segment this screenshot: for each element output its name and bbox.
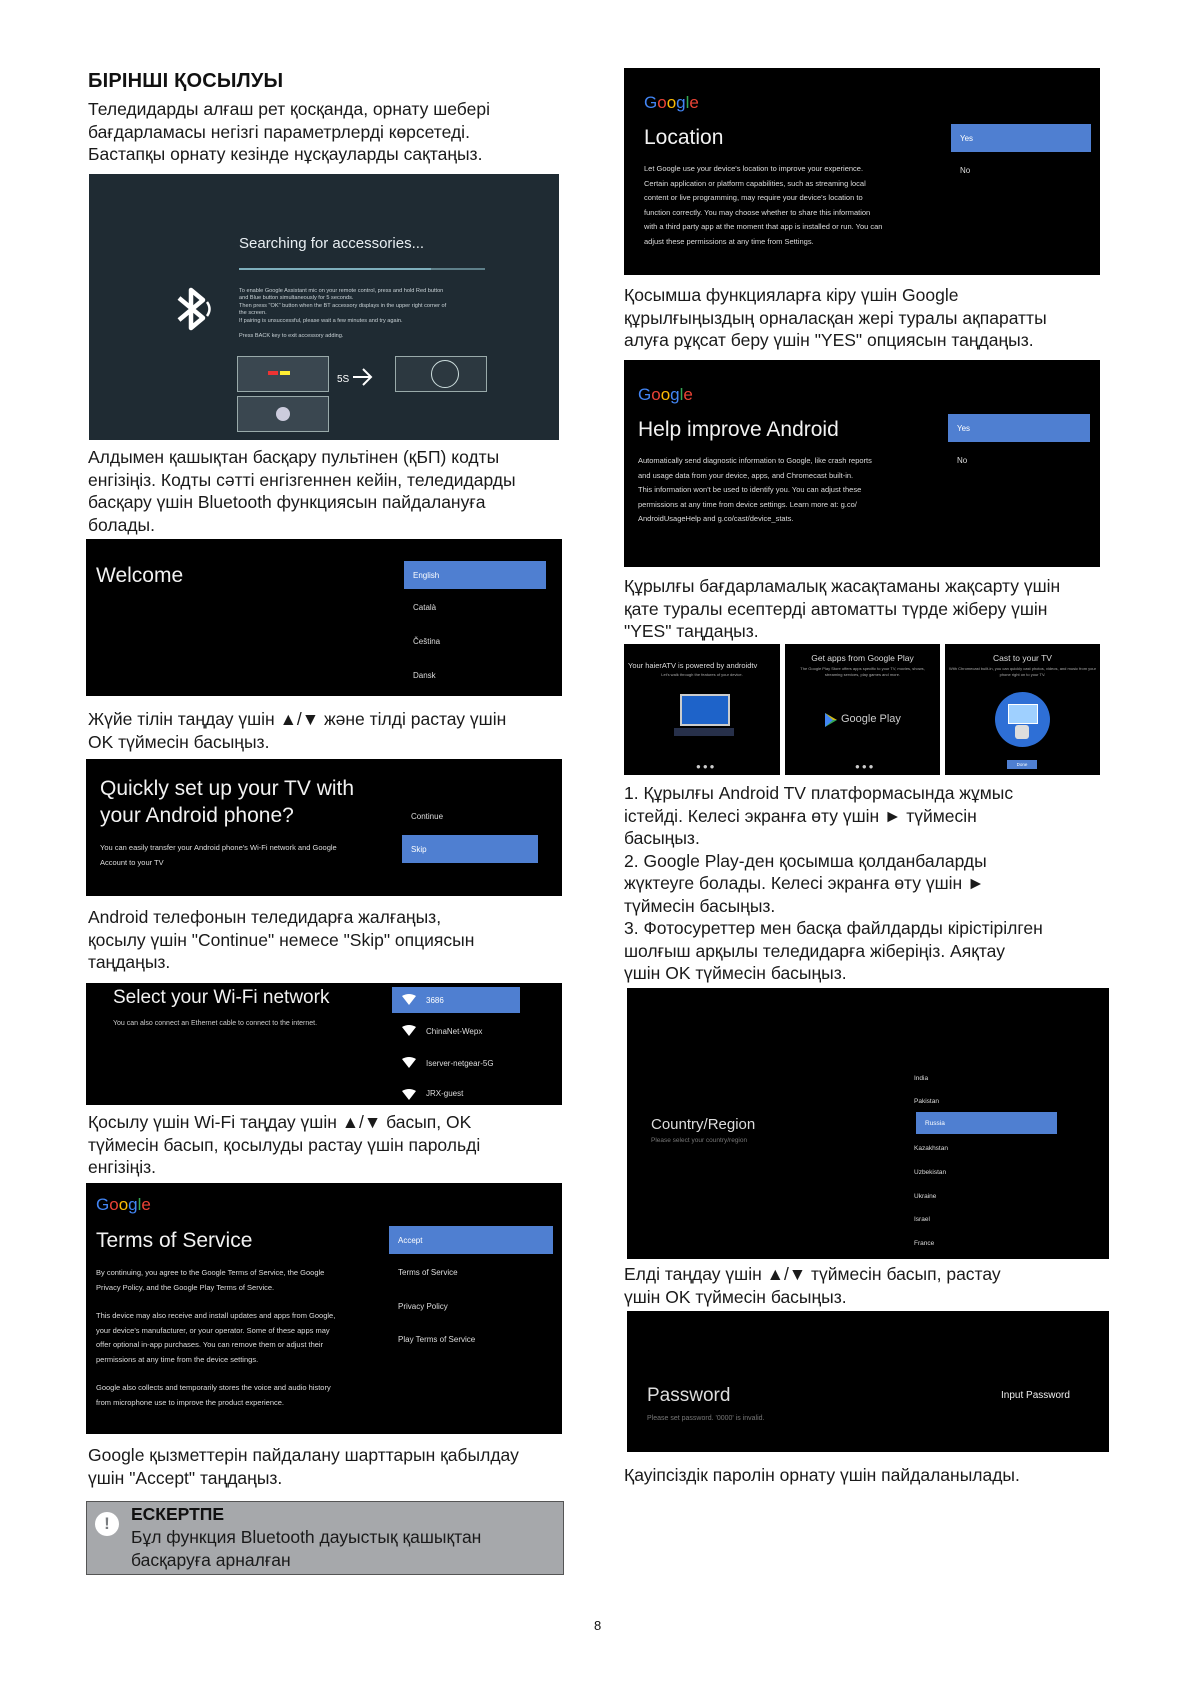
caption-wifi: Қосылу үшін Wi-Fi таңдау үшін ▲/▼ басып, OK түймесін басып, қосылуды растау үшін парольді енгізіңіз. — [88, 1112, 481, 1177]
country-option[interactable]: France — [914, 1239, 935, 1247]
help-improve-desc: Automatically send diagnostic information to Google, like crash reports and usage data from your device, apps, and Chromecast built-in. This information won't be used to identify you. You can adjust these permissions at any time from device settings. Learn more at: g.co/ AndroidUsageHelp and g.co/cast/device_stats. — [638, 456, 872, 523]
note-text: Бұл функция Bluetooth дауыстық қашықтан басқаруға арналған — [131, 1527, 482, 1570]
country-option[interactable]: Pakistan — [914, 1097, 939, 1105]
note-box — [86, 1501, 564, 1575]
language-option[interactable]: Čeština — [413, 636, 441, 646]
yes-option[interactable]: Yes — [948, 414, 1090, 442]
tv-stand-illustration — [674, 728, 734, 736]
welcome-title: Welcome — [96, 564, 184, 587]
google-logo: Google — [96, 1195, 151, 1214]
location-desc: Let Google use your device's location to improve your experience. Certain application or platform capabilities, such as streaming local content or live programming, may require your device's location to function correctly. You may choose whether to share this information with a third party app at the moment that app is installed or run. You can adjust these permissions at any time from Settings. — [644, 164, 883, 246]
caption-country: Елді таңдау үшін ▲/▼ түймесін басып, растау үшін OK түймесін басыңыз. — [624, 1264, 1001, 1307]
location-title: Location — [644, 126, 724, 149]
language-option[interactable]: Català — [413, 602, 437, 612]
wifi-title: Select your Wi-Fi network — [113, 987, 330, 1008]
caption-terms: Google қызметтерін пайдалану шарттарын қабылдау үшін "Accept" таңдаңыз. — [88, 1445, 519, 1488]
caption-onboarding: 1. Құрылғы Android TV платформасында жұмыс істейді. Келесі экранға өту үшін ► түймесін басыңыз. 2. Google Play-ден қосымша қолданбаларды жүктеуге болады. Келесі экранға өту үшін ► түймесін басыңыз. 3. Фотосуреттер мен басқа файлдарды кірістірілген шолғыш арқылы теледидарға жіберіңіз. Аяқтау үшін OK түймесін басыңыз. — [624, 783, 1043, 983]
page-dots: ●●● — [855, 762, 876, 771]
remote-buttons-illustration — [237, 356, 329, 392]
panel-cast — [945, 644, 1100, 775]
wifi-icon — [402, 994, 416, 1005]
play-store-icon — [824, 712, 838, 728]
password-subtitle: Please set password. '0000' is invalid. — [647, 1415, 765, 1422]
country-title: Country/Region — [651, 1116, 756, 1133]
no-option[interactable]: No — [957, 455, 968, 465]
intro-text: Теледидарды алғаш рет қосқанда, орнату шебері бағдарламасы негізгі параметрлерді көрсетеді. Бастапқы орнату кезінде нұсқауларды сақтаңыз. — [88, 99, 490, 164]
terms-paragraph-1: By continuing, you agree to the Google Terms of Service, the Google Privacy Policy, and the Google Play Terms of Service. — [96, 1268, 325, 1292]
screen-help-improve — [624, 360, 1100, 567]
remote-ok-illustration — [237, 396, 329, 432]
accessories-title: Searching for accessories... — [239, 235, 425, 252]
wifi-desc: You can also connect an Ethernet cable to connect to the internet. — [113, 1020, 318, 1027]
language-option[interactable]: Dansk — [413, 670, 436, 680]
cast-subtitle: With Chromecast built-in, you can quickly cast photos, videos, and music from your phone right on to your TV. — [949, 666, 1096, 677]
caption-welcome: Жүйе тілін таңдау үшін ▲/▼ және тілді растау үшін OK түймесін басыңыз. — [88, 709, 507, 752]
caption-help-improve: Құрылғы бағдарламалық жасақтаманы жақсарту үшін қате туралы есептерді автоматты түрде жіберу үшін "YES" таңдаңыз. — [624, 576, 1061, 641]
timer-label: 5S — [337, 374, 350, 385]
accept-option[interactable]: Accept — [389, 1226, 553, 1254]
terms-paragraph-3: Google also collects and temporarily stores the voice and audio history from microphone use to improve the product experience. — [96, 1383, 331, 1407]
skip-option[interactable]: Skip — [402, 835, 538, 863]
continue-option[interactable]: Continue — [411, 811, 444, 821]
country-option[interactable]: India — [914, 1074, 929, 1082]
screen-quick-setup — [86, 759, 562, 896]
language-option[interactable]: English — [404, 561, 546, 589]
screen-terms — [86, 1183, 562, 1434]
caption-quick-setup: Android телефонын теледидарға жалғаңыз, қосылу үшін "Continue" немесе "Skip" опциясын таңдаңыз. — [88, 907, 475, 972]
page-number: 8 — [594, 1618, 602, 1633]
page-dots: ●●● — [696, 762, 717, 771]
password-title: Password — [647, 1385, 731, 1406]
remote-paired-illustration — [395, 356, 487, 392]
screen-password — [627, 1311, 1109, 1452]
progress-bar — [239, 268, 485, 270]
terms-paragraph-2: This device may also receive and install updates and apps from Google, your device's manufacturer, or your operator. Some of these apps may offer optional in-app purchases. You can remove them or adjust their permissions at any time from the device settings. — [96, 1311, 336, 1364]
help-improve-title: Help improve Android — [638, 418, 839, 441]
panel-google-play — [785, 644, 940, 775]
caption-accessories: Алдымен қашықтан басқару пультінен (қБП) кодты енгізіңіз. Кодты сәтті енгізгеннен кейін, теледидарды басқару үшін Bluetooth функциясын пайдалануға болады. — [88, 447, 516, 535]
google-play-logo: Google Play — [841, 713, 901, 725]
note-title: ЕСКЕРТПЕ — [131, 1504, 225, 1524]
panel-android-tv — [624, 644, 780, 775]
country-option[interactable]: Israel — [914, 1215, 930, 1223]
cast-illustration — [995, 692, 1050, 747]
screen-welcome — [86, 539, 562, 696]
warning-icon: ! — [95, 1512, 119, 1536]
privacy-option[interactable]: Privacy Policy — [398, 1301, 448, 1311]
accessories-instructions: To enable Google Assistant mic on your remote control, press and hold Red button and Blue button simultaneously for 5 seconds. Then press "OK" button when the BT accessory displays in the upper right corner of the screen. If pairing is unsuccessful, please wait a few minutes and try again. Press BACK key to exit accessory adding. — [239, 288, 447, 340]
country-option[interactable]: Kazakhstan — [914, 1144, 948, 1152]
tv-illustration — [680, 694, 730, 726]
password-input[interactable]: Input Password — [1001, 1390, 1070, 1401]
cast-title: Cast to your TV — [993, 653, 1052, 663]
country-option-selected[interactable]: Russia — [916, 1112, 1057, 1134]
google-play-title: Get apps from Google Play — [811, 653, 914, 663]
google-play-subtitle: The Google Play Store offers apps specific to your TV, movies, shows, streaming services, play games and more. — [800, 666, 925, 677]
bluetooth-icon — [165, 282, 219, 336]
quick-setup-desc: You can easily transfer your Android phone's Wi-Fi network and Google Account to your TV — [100, 843, 337, 867]
wifi-network[interactable]: 3686 — [392, 987, 520, 1013]
wifi-network[interactable]: JRX-guest — [426, 1088, 464, 1098]
android-tv-subtitle: Let's walk through the features of your device. — [661, 672, 743, 677]
arrow-right-icon — [351, 366, 373, 388]
country-option[interactable]: Uzbekistan — [914, 1168, 947, 1176]
wifi-network[interactable]: ChinaNet-Wepx — [426, 1026, 483, 1036]
screen-location — [624, 68, 1100, 275]
caption-location: Қосымша функцияларға кіру үшін Google құрылғыңыздың орналасқан жері туралы ақпаратты алуға рұқсат беру үшін "YES" опциясын таңдаңыз. — [624, 285, 1047, 350]
wifi-icon — [402, 1025, 416, 1036]
quick-setup-title: Quickly set up your TV with your Android phone? — [100, 777, 355, 827]
wifi-icon — [402, 1057, 416, 1068]
wifi-icon — [402, 1089, 416, 1100]
screen-country — [627, 988, 1109, 1259]
yes-option[interactable]: Yes — [951, 124, 1091, 152]
country-option[interactable]: Ukraine — [914, 1192, 937, 1200]
no-option[interactable]: No — [960, 165, 971, 175]
screen-accessories — [89, 174, 559, 440]
terms-title: Terms of Service — [96, 1229, 253, 1252]
caption-password: Қауіпсіздік паролін орнату үшін пайдаланылады. — [624, 1465, 1020, 1485]
play-terms-option[interactable]: Play Terms of Service — [398, 1334, 476, 1344]
terms-option[interactable]: Terms of Service — [398, 1267, 458, 1277]
done-button[interactable]: Done — [1007, 760, 1037, 769]
wifi-network[interactable]: Iserver-netgear-5G — [426, 1058, 494, 1068]
country-subtitle: Please select your country/region — [651, 1137, 748, 1144]
section-heading: БІРІНШІ ҚОСЫЛУЫ — [88, 70, 284, 92]
google-logo: Google — [638, 385, 693, 404]
screen-wifi — [86, 983, 562, 1105]
android-tv-title: Your haierATV is powered by androidtv — [628, 661, 758, 670]
google-logo: Google — [644, 93, 699, 112]
